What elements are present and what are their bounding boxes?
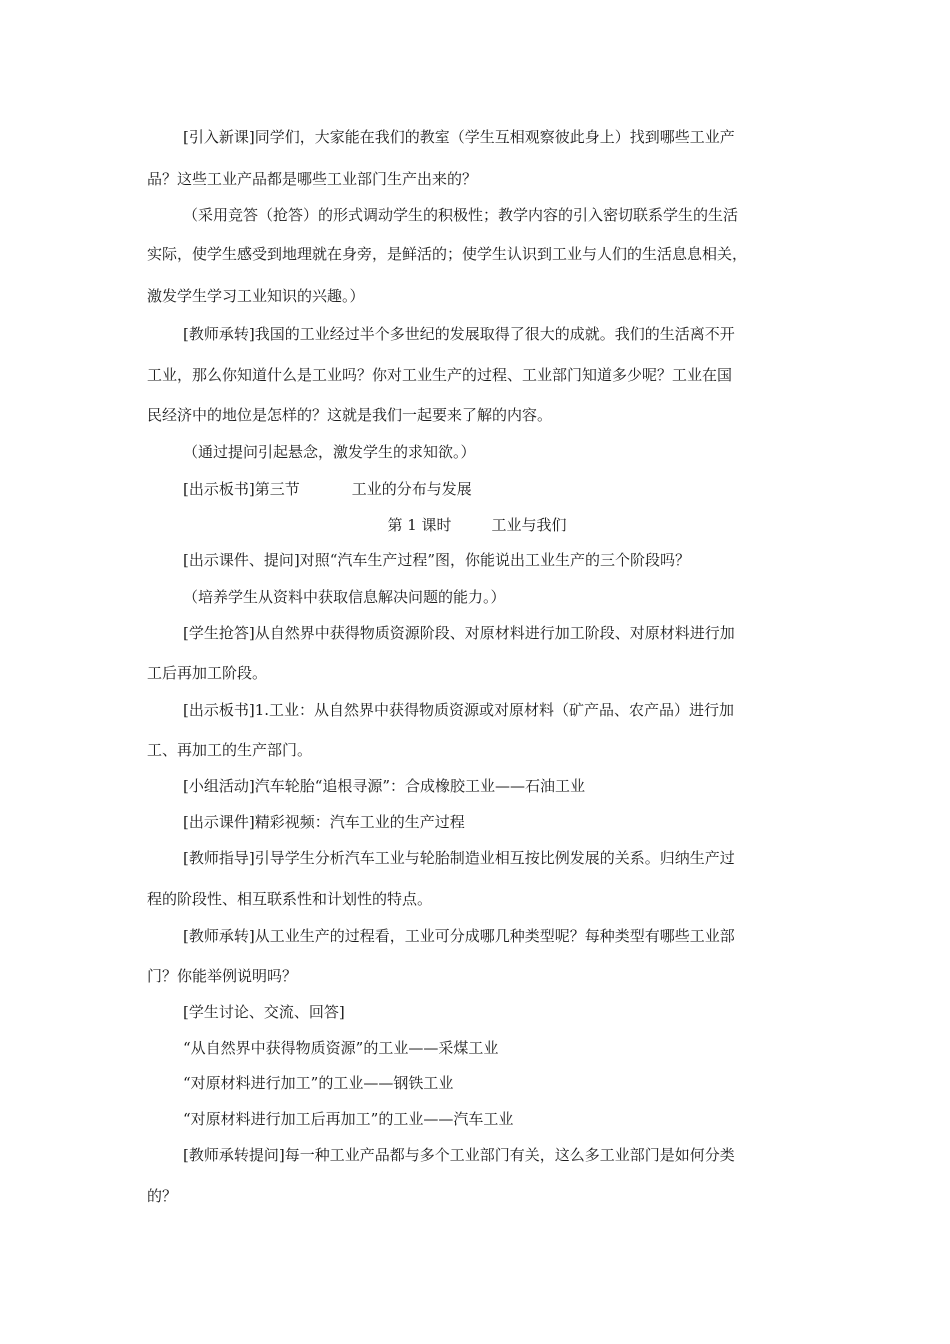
paragraph-line: 的？ bbox=[147, 1187, 178, 1205]
paragraph-line: [小组活动]汽车轮胎“追根寻源”：合成橡胶工业——石油工业 bbox=[183, 777, 586, 795]
paragraph-line: 民经济中的地位是怎样的？这就是我们一起要来了解的内容。 bbox=[147, 406, 553, 424]
section-heading-prefix: [出示板书]第三节 bbox=[183, 480, 300, 498]
paragraph-line: 工业，那么你知道什么是工业吗？你对工业生产的过程、工业部门知道多少呢？工业在国 bbox=[147, 366, 733, 384]
lesson-heading bbox=[147, 515, 807, 535]
document-page bbox=[147, 0, 807, 1344]
paragraph-line: 实际，使学生感受到地理就在身旁，是鲜活的；使学生认识到工业与人们的生活息息相关， bbox=[147, 245, 748, 263]
lesson-number: 第 1 课时 bbox=[387, 516, 452, 534]
paragraph-line: 程的阶段性、相互联系性和计划性的特点。 bbox=[147, 890, 433, 908]
paragraph-line: （通过提问引起悬念，激发学生的求知欲。） bbox=[183, 443, 476, 461]
paragraph-line: 门？你能举例说明吗？ bbox=[147, 967, 298, 985]
paragraph-line: 工、再加工的生产部门。 bbox=[147, 741, 313, 759]
paragraph-line: [学生讨论、交流、回答] bbox=[183, 1003, 345, 1021]
paragraph-line: [引入新课]同学们，大家能在我们的教室（学生互相观察彼此身上）找到哪些工业产 bbox=[183, 128, 735, 146]
paragraph-line: [教师承转提问]每一种工业产品都与多个工业部门有关，这么多工业部门是如何分类 bbox=[183, 1146, 735, 1164]
paragraph-line: [教师承转]从工业生产的过程看，工业可分成哪几种类型呢？每种类型有哪些工业部 bbox=[183, 927, 735, 945]
paragraph-line: [学生抢答]从自然界中获得物质资源阶段、对原材料进行加工阶段、对原材料进行加 bbox=[183, 624, 735, 642]
paragraph-line: “对原材料进行加工”的工业——钢铁工业 bbox=[183, 1074, 454, 1092]
paragraph-line: 激发学生学习工业知识的兴趣。） bbox=[147, 287, 365, 305]
section-heading bbox=[147, 479, 807, 499]
paragraph-line: [教师指导]引导学生分析汽车工业与轮胎制造业相互按比例发展的关系。归纳生产过 bbox=[183, 849, 735, 867]
paragraph-line: 工后再加工阶段。 bbox=[147, 664, 268, 682]
paragraph-line: （培养学生从资料中获取信息解决问题的能力。） bbox=[183, 588, 506, 606]
paragraph-line: “对原材料进行加工后再加工”的工业——汽车工业 bbox=[183, 1110, 514, 1128]
lesson-title: 工业与我们 bbox=[491, 516, 567, 534]
paragraph-line: （采用竞答（抢答）的形式调动学生的积极性；教学内容的引入密切联系学生的生活 bbox=[183, 206, 739, 224]
paragraph-line: [教师承转]我国的工业经过半个多世纪的发展取得了很大的成就。我们的生活离不开 bbox=[183, 325, 735, 343]
paragraph-line: [出示课件、提问]对照“汽车生产过程”图，你能说出工业生产的三个阶段吗？ bbox=[183, 551, 691, 569]
paragraph-line: 品？这些工业产品都是哪些工业部门生产出来的？ bbox=[147, 170, 478, 188]
section-heading-title: 工业的分布与发展 bbox=[351, 480, 472, 498]
paragraph-line: [出示课件]精彩视频：汽车工业的生产过程 bbox=[183, 813, 465, 831]
paragraph-line: [出示板书]1.工业：从自然界中获得物质资源或对原材料（矿产品、农产品）进行加 bbox=[183, 701, 735, 719]
paragraph-line: “从自然界中获得物质资源”的工业——采煤工业 bbox=[183, 1039, 499, 1057]
